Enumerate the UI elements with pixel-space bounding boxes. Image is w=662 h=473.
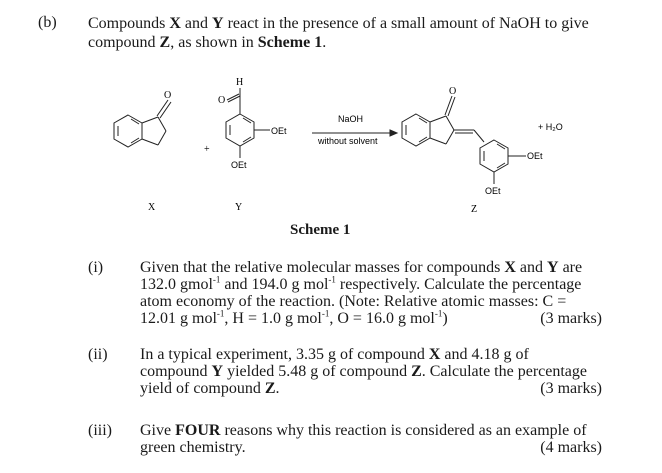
question-2-number: (ii) — [88, 346, 108, 363]
reagent-naoh: NaOH — [338, 114, 364, 124]
z-oet-right: OEt — [527, 151, 543, 161]
question-1-line-2: 132.0 gmol$^{-1}$ and 194.0 g mol$^{-1}$ respectively. Calculate the percentage — [140, 274, 582, 293]
label-y: Y — [235, 202, 243, 213]
intro-text-5: . — [322, 34, 327, 51]
question-1-marks: (3 marks) — [540, 310, 602, 327]
intro-compound-x: X — [169, 15, 181, 32]
scheme-title: Scheme 1 — [290, 222, 351, 238]
compound-x-structure — [114, 100, 171, 147]
label-z: Z — [471, 204, 478, 215]
intro-text-1: Compounds — [88, 15, 170, 32]
question-1-line-3: atom economy of the reaction. (Note: Relative atomic masses: C = — [140, 293, 567, 310]
plus-sign: + — [204, 144, 210, 155]
question-3-marks: (4 marks) — [540, 439, 602, 456]
byproduct-water: + H₂O — [538, 122, 563, 132]
question-3-number: (iii) — [88, 422, 112, 439]
part-label: (b) — [38, 14, 57, 31]
question-2-line-1: In a typical experiment, 3.35 g of compound X and 4.18 g of — [140, 346, 529, 363]
intro-compound-z: Z — [159, 34, 171, 51]
question-1-text — [140, 259, 602, 327]
question-1-number: (i) — [88, 259, 104, 276]
y-oet-right: OEt — [271, 126, 287, 136]
intro-paragraph — [88, 14, 628, 52]
question-2-line-2: compound Y yielded 5.48 g of compound Z. Calculate the percentage — [140, 363, 587, 380]
question-1-line-4: 12.01 g mol$^{-1}$, H = 1.0 g mol$^{-1}$, O = 16.0 g mol$^{-1}$) (3 marks) — [140, 308, 602, 327]
intro-text-2: and — [180, 15, 213, 32]
question-3-line-2: green chemistry. (4 marks) — [140, 439, 602, 456]
y-oet-bottom: OEt — [231, 160, 247, 170]
intro-text-4: , as shown in — [170, 34, 258, 51]
z-oet-bottom: OEt — [485, 186, 501, 196]
question-1-line-1: Given that the relative molecular masses for compounds X and Y are — [140, 259, 583, 276]
question-3-text — [140, 422, 602, 456]
reaction-scheme — [100, 72, 600, 222]
question-2-text — [140, 346, 602, 397]
question-2-line-3: yield of compound Z. (3 marks) — [140, 380, 602, 397]
reaction-scheme-drawing — [100, 72, 600, 222]
reagent-condition: without solvent — [318, 136, 378, 146]
z-oxygen-label: O — [449, 86, 457, 97]
y-hydrogen-label: H — [236, 77, 244, 88]
x-oxygen-label: O — [164, 90, 172, 101]
question-2-marks: (3 marks) — [540, 380, 602, 397]
question-3-line-1: Give FOUR reasons why this reaction is considered as an example of — [140, 422, 587, 439]
compound-z-structure — [402, 96, 526, 184]
intro-compound-y: Y — [212, 15, 224, 32]
compound-y-structure — [226, 88, 270, 158]
y-oxygen-label: O — [218, 95, 226, 106]
intro-scheme-ref: Scheme 1 — [257, 34, 323, 51]
intro-text-3: react in the presence of a small amount of NaOH to give compound — [88, 15, 589, 51]
label-x: X — [148, 202, 156, 213]
